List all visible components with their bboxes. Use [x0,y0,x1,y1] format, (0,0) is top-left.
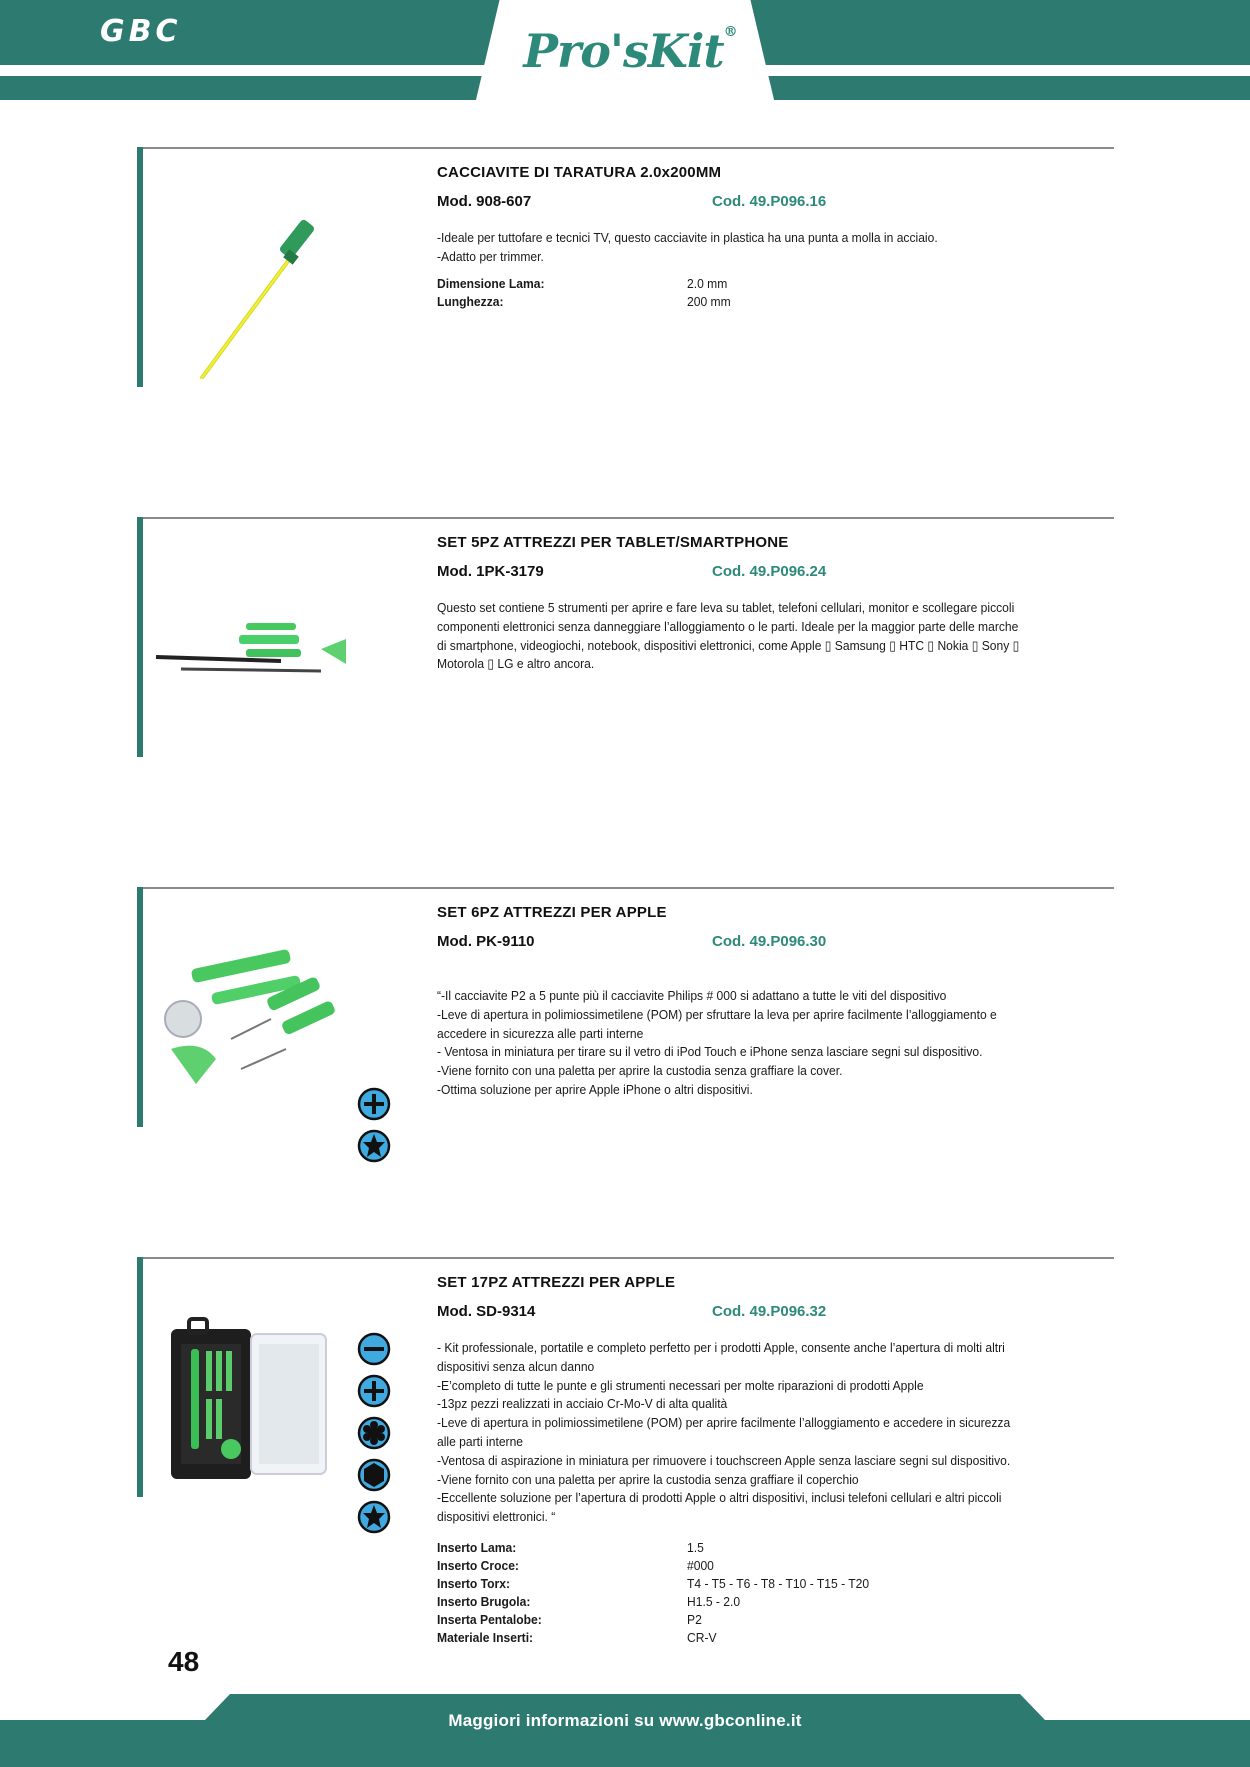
gbc-logo: GBC [100,14,182,49]
product-model: Mod. SD-9314 [437,1303,536,1320]
divider [143,517,1114,519]
apple-17pc-tool-kit-image [151,1269,451,1489]
description-line: -Leve di apertura in polimiossimetilene (POM) per sfruttare la leva per aprire facilmente l’alloggiamento e [437,1006,997,1022]
spec-value: 2.0 mm [687,276,728,291]
torx-bit-icon [357,1416,391,1450]
accent-bar [137,517,143,757]
accent-bar [137,1257,143,1497]
description-line: -Ideale per tuttofare e tecnici TV, questo cacciavite in plastica ha una punta a molla in acciaio. [437,230,938,245]
product-description [437,229,1107,267]
description-line: -E’completo di tutte le punte e gli strumenti necessari per molte riparazioni di prodotti Apple [437,1377,924,1393]
spec-value: 1.5 [687,1540,704,1555]
divider [143,887,1114,889]
product-code: Cod. 49.P096.30 [712,933,827,950]
spec-label: Dimensione Lama: [437,276,545,291]
spec-label: Materiale Inserti: [437,1630,534,1645]
description-line: componenti elettronici senza danneggiare l’alloggiamento o le parti. Ideale per la maggior parte delle marche [437,618,1019,634]
description-line: dispositivi senza alcun danno [437,1358,595,1374]
trimmer-screwdriver-image [151,159,451,379]
description-line: “-Il cacciavite P2 a 5 punte più il cacciavite Philips # 000 si adattano a tutte le viti del dispositivo [437,988,947,1003]
pentalobe-bit-icon [357,1129,391,1163]
spec-value: 200 mm [687,294,731,309]
description-line: -Ottima soluzione per aprire Apple iPhone o altri dispositivi. [437,1081,753,1097]
tablet-tool-set-image [151,529,451,749]
product-code: Cod. 49.P096.24 [712,563,827,580]
description-line: -13pz pezzi realizzati in acciaio Cr-Mo-V di alta qualità [437,1396,728,1412]
description-line: - Kit professionale, portatile e completo perfetto per i prodotti Apple, consente anche l’apertura di molti altri [437,1340,1005,1355]
spec-value: T4 - T5 - T6 - T8 - T10 - T15 - T20 [687,1576,870,1591]
product-title: CACCIAVITE DI TARATURA 2.0x200MM [437,164,722,181]
description-line: -Ventosa di aspirazione in miniatura per rimuovere i touchscreen Apple senza lasciare segni sul dispositivo. [437,1452,1011,1468]
spec-value: P2 [687,1612,702,1627]
product-model: Mod. 908-607 [437,193,532,210]
product-card-1pk-3179 [137,517,1114,757]
page-number: 48 [168,1646,200,1677]
description-line: di smartphone, videogiochi, notebook, dispositivi elettronici, come Apple ▯ Samsung ▯ HTC ▯ Nokia ▯ Sony ▯ [437,637,1020,653]
apple-6pc-tool-set-image [151,899,451,1119]
product-model: Mod. 1PK-3179 [437,563,544,580]
description-line: -Eccellente soluzione per l’apertura di prodotti Apple o altri dispositivi, inclusi telefoni cellulari e altri piccoli [437,1490,1002,1506]
product-model: Mod. PK-9110 [437,933,535,950]
spec-label: Inserto Torx: [437,1576,511,1591]
phillips-bit-icon [357,1087,391,1121]
spec-label: Inserto Brugola: [437,1594,531,1609]
description-line: Motorola ▯ LG e altro ancora. [437,656,595,672]
accent-bar [137,147,143,387]
description-line: -Viene fornito con una paletta per aprire la custodia senza graffiare la cover. [437,1063,843,1079]
description-line: -Adatto per trimmer. [437,248,544,264]
product-title: SET 6PZ ATTREZZI PER APPLE [437,904,667,921]
phillips-bit-icon [357,1374,391,1408]
spec-label: Inserta Pentalobe: [437,1612,542,1627]
product-card-sd-9314 [137,1257,1114,1645]
description-line: Questo set contiene 5 strumenti per aprire e fare leva su tablet, telefoni cellulari, monitor e scollegare piccoli [437,600,1015,615]
description-line: alle parti interne [437,1433,524,1449]
description-line: - Ventosa in miniatura per tirare su il vetro di iPod Touch e iPhone senza lasciare segni sul dispositivo. [437,1044,983,1060]
slotted-bit-icon [357,1332,391,1366]
description-line: -Leve di apertura in polimiossimetilene (POM) per aprire facilmente l’alloggiamento e accedere in sicurezza [437,1415,1011,1431]
product-card-908-607 [137,147,1114,387]
divider [143,147,1114,149]
spec-label: Inserto Croce: [437,1558,519,1573]
pentalobe-bit-icon [357,1500,391,1534]
footer-website-link[interactable]: Maggiori informazioni su www.gbconline.it [448,1711,802,1730]
product-description [437,599,1107,674]
divider [143,1257,1114,1259]
spec-value: CR-V [687,1630,717,1645]
product-description [437,1339,1107,1527]
description-line: accedere in sicurezza alle parti interne [437,1025,644,1041]
accent-bar [137,887,143,1127]
product-card-pk-9110 [137,887,1114,1127]
spec-label: Lunghezza: [437,294,504,309]
product-title: SET 5PZ ATTREZZI PER TABLET/SMARTPHONE [437,534,789,551]
product-code: Cod. 49.P096.16 [712,193,827,210]
description-line: -Viene fornito con una paletta per aprire la custodia senza graffiare il coperchio [437,1471,859,1487]
product-description [437,987,1107,1100]
description-line: dispositivi elettronici. “ [437,1509,556,1525]
spec-value: #000 [687,1558,714,1573]
spec-label: Inserto Lama: [437,1540,517,1555]
hex-bit-icon [357,1458,391,1492]
proskit-logo: Pro'sKit® [523,24,737,78]
product-code: Cod. 49.P096.32 [712,1303,827,1320]
spec-value: H1.5 - 2.0 [687,1594,741,1609]
product-title: SET 17PZ ATTREZZI PER APPLE [437,1274,676,1291]
